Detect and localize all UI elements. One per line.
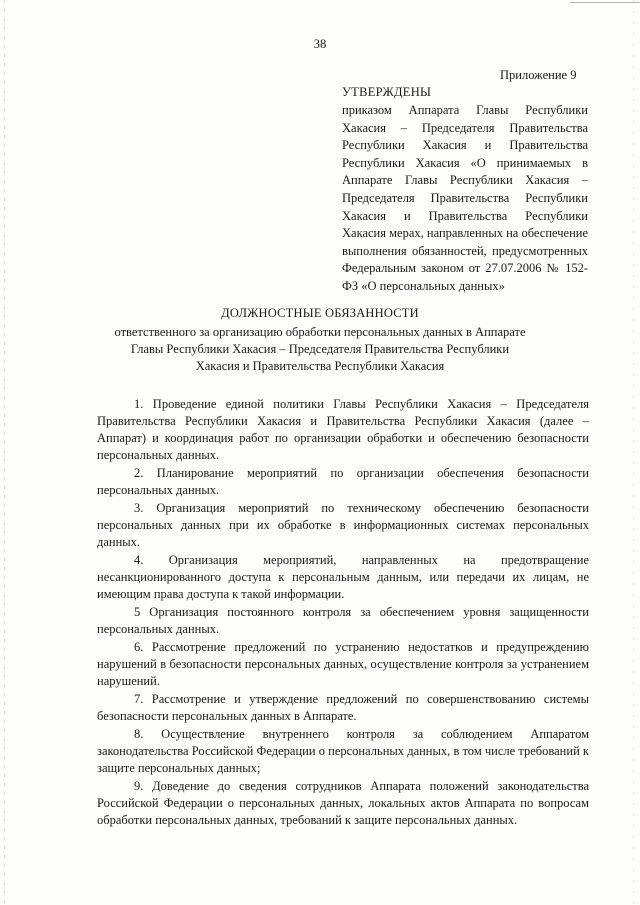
duty-item: 6. Рассмотрение предложений по устранению недостатков и предупреждению нарушений в безопасности персональных данных, осуществление контроля за устранением нарушений. bbox=[97, 640, 589, 688]
duty-item: 8. Осуществление внутреннего контроля за соблюдением Аппаратом законодательства Российской Федерации о персональных данных, в том числе требований к защите персональных данных; bbox=[97, 727, 589, 775]
duty-item: 3. Организация мероприятий по техническому обеспечению безопасности персональных данных при их обработке в информационных системах персональных данных. bbox=[97, 501, 589, 549]
duty-item: 7. Рассмотрение и утверждение предложений по совершенствованию системы безопасности персональных данных в Аппарате. bbox=[97, 692, 589, 723]
document-heading: ДОЛЖНОСТНЫЕ ОБЯЗАННОСТИ bbox=[221, 306, 419, 320]
document-subheading: ответственного за организацию обработки персональных данных в Аппарате Главы Республики Хакасия – Председателя Правительства Республики Хакасия и Правительства Республики Хакасия bbox=[114, 325, 526, 373]
duty-item: 2. Планирование мероприятий по организации обеспечения безопасности персональных данных. bbox=[97, 466, 589, 497]
duties-list bbox=[97, 396, 589, 830]
approval-text: приказом Аппарата Главы Республики Хакасия – Председателя Правительства Республики Хакасия и Правительства Республики Хакасия «О принимаемых в Аппарате Главы Республики Хакасия – Председателя Правительства Республики Хакасия и Правительства Республики Хакасия мерах, направленных на обеспечение выполнения обязанностей, предусмотренных Федеральным законом от 27.07.2006 № 152-ФЗ «О персональных данных» bbox=[342, 103, 589, 293]
duty-item: 4. Организация мероприятий, направленных на предотвращение несанкционированного доступа к персональным данным, или передачи их лицам, не имеющим права доступа к такой информации. bbox=[97, 553, 589, 601]
duty-item: 9. Доведение до сведения сотрудников Аппарата положений законодательства Российской Федерации о персональных данных, локальных актов Аппарата по вопросам обработки персональных данных, требований к защите персональных данных. bbox=[97, 779, 589, 827]
page-number: 38 bbox=[313, 37, 327, 51]
duty-item: 5 Организация постоянного контроля за обеспечением уровня защищенности персональных данных. bbox=[97, 605, 589, 636]
scan-edge-mark bbox=[4, 0, 5, 905]
scan-edge-mark bbox=[633, 0, 634, 905]
appendix-label: Приложение 9 bbox=[500, 68, 577, 82]
scan-edge-mark bbox=[570, 2, 640, 3]
approval-block bbox=[342, 85, 588, 296]
duty-item: 1. Проведение единой политики Главы Республики Хакасия – Председателя Правительства Республики Хакасия и Правительства Республики Хакасия (далее – Аппарат) и координация работ по организации обработки и обеспечению безопасности персональных данных. bbox=[97, 397, 589, 462]
approved-label: УТВЕРЖДЕНЫ bbox=[342, 85, 432, 99]
